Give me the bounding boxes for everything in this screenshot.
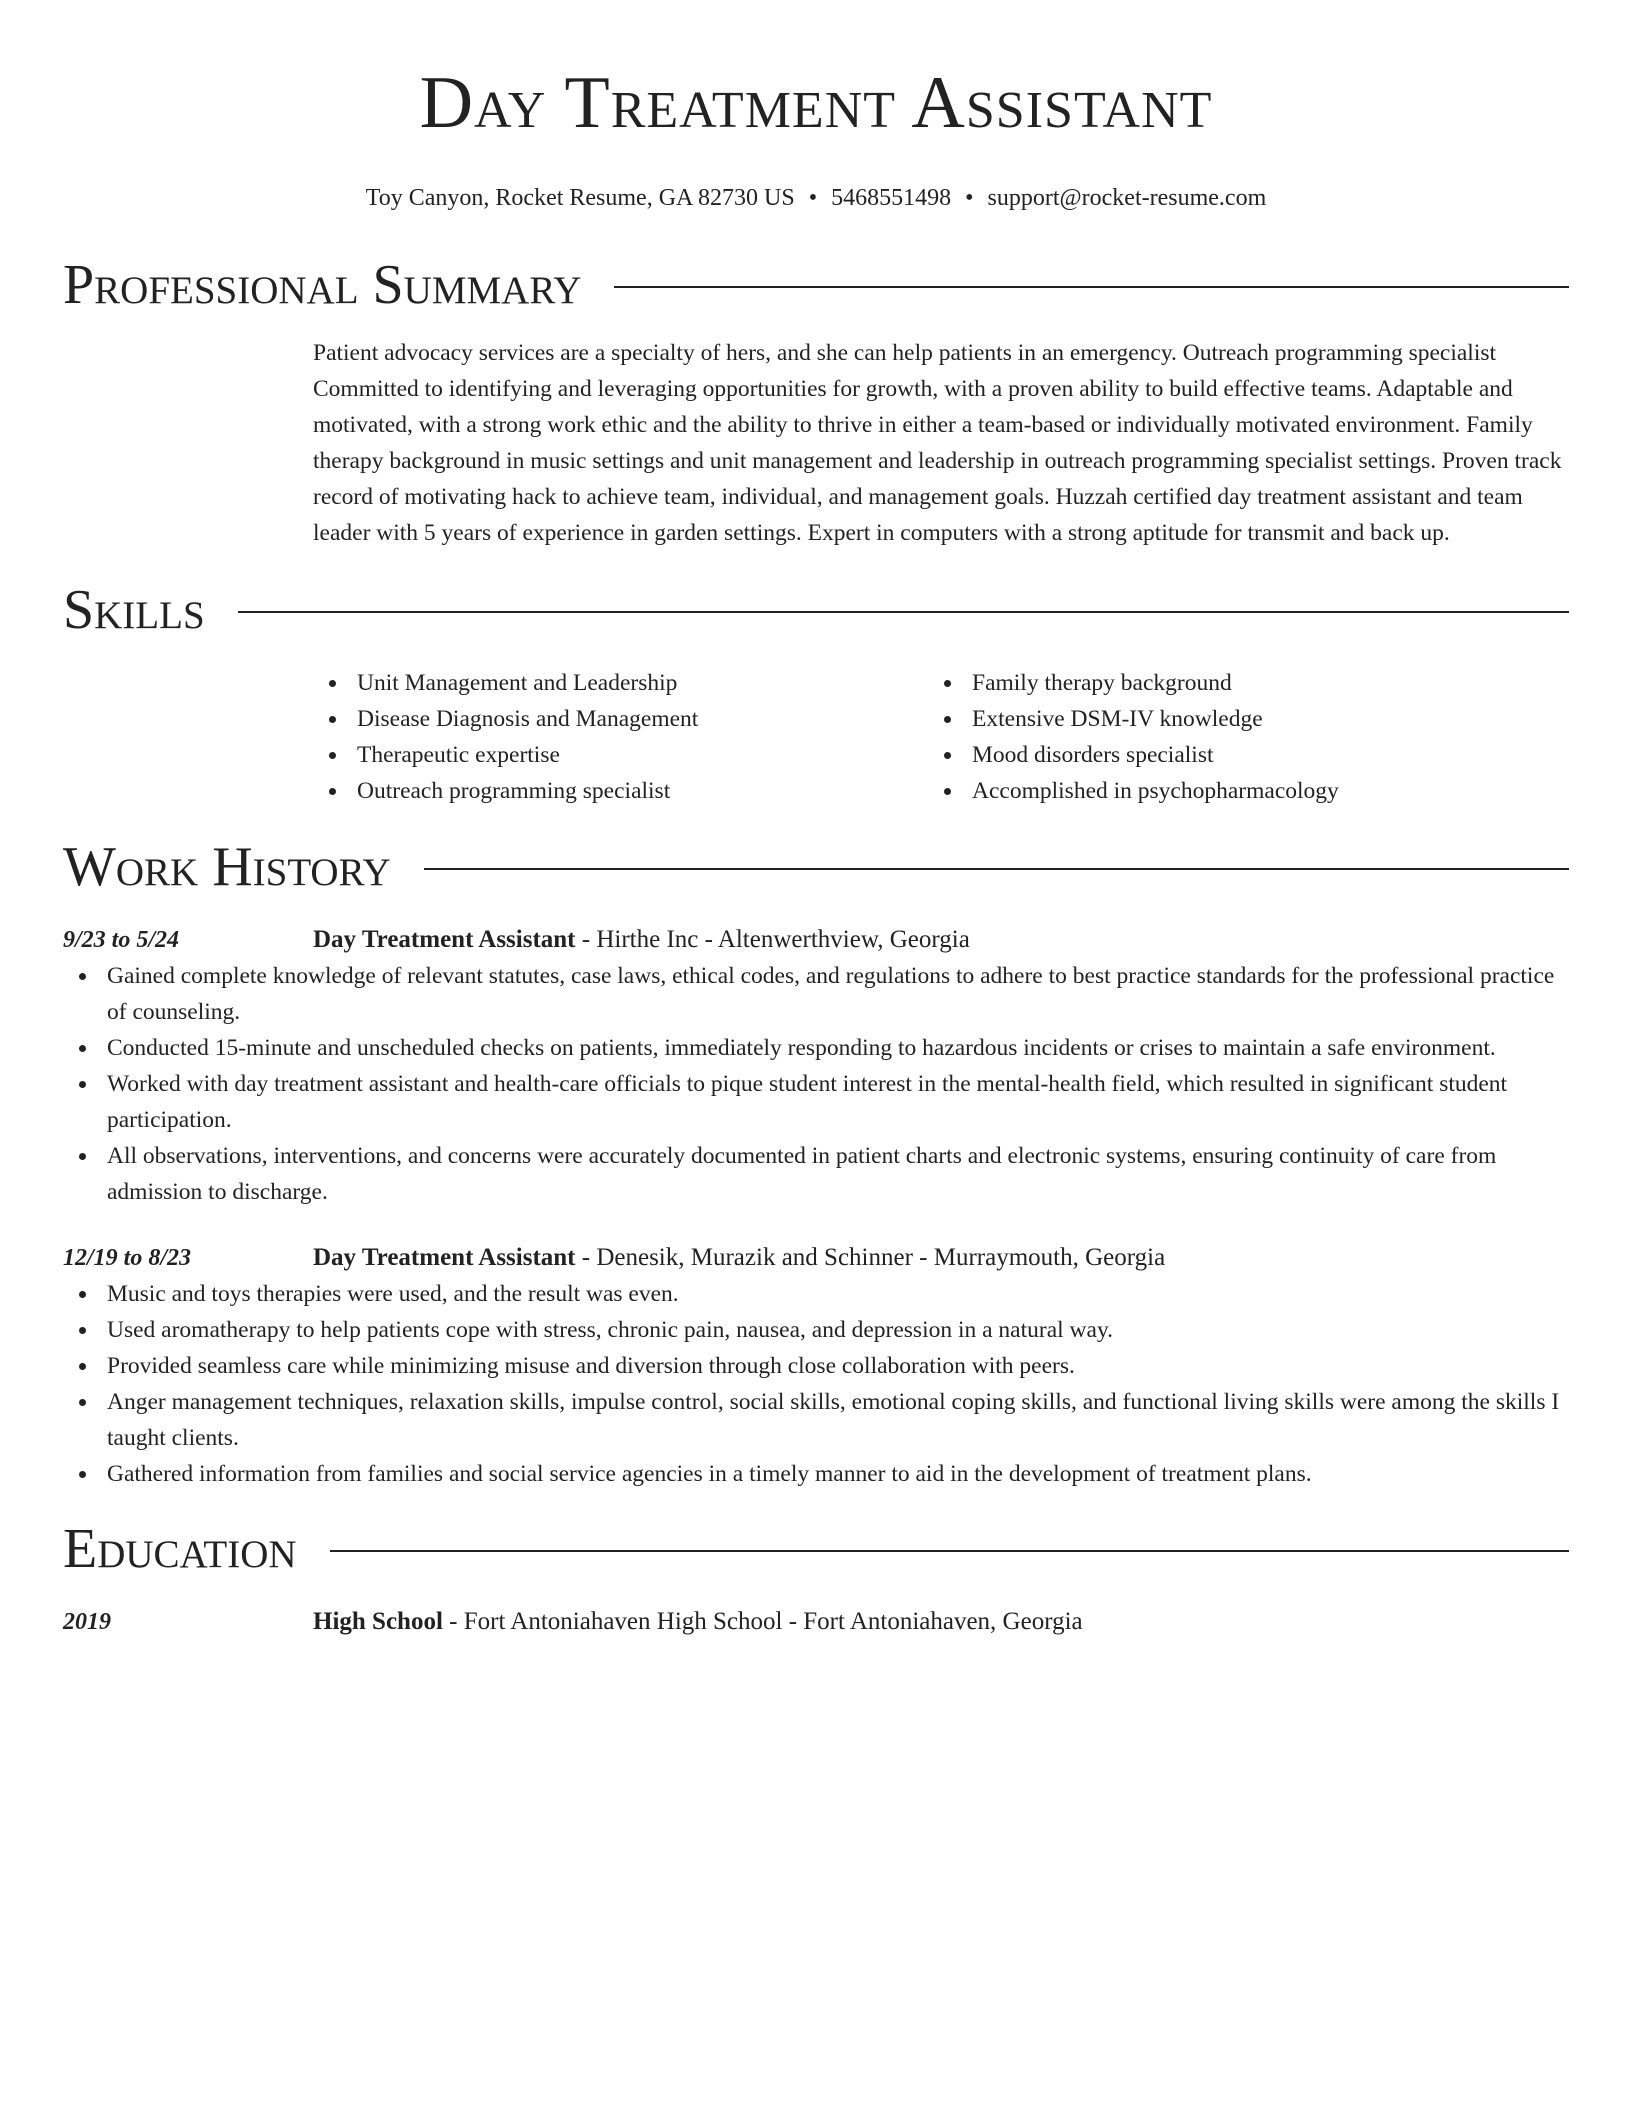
job-details: - Hirthe Inc - Altenwerthview, Georgia (575, 926, 970, 953)
skill-item: Family therapy background (928, 665, 1543, 701)
job-bullet: Anger management techniques, relaxation skills, impulse control, social skills, emotional coping skills, and functional living skills were among the skills I taught clients. (63, 1384, 1569, 1456)
education-entry (63, 1604, 1569, 1640)
job-bullets (63, 1276, 1569, 1492)
job-title-line (313, 922, 970, 958)
summary-text: Patient advocacy services are a specialty of hers, and she can help patients in an emergency. Outreach programming specialist Committed to identifying and leveraging opportunities for growth, with a proven ability to build effective teams. Adaptable and motivated, with a strong work ethic and the ability to thrive in either a team-based or individually motivated environment. Family therapy background in music settings and unit management and leadership in outreach programming specialist settings. Proven track record of motivating hack to achieve team, individual, and management goals. Huzzah certified day treatment assistant and team leader with 5 years of experience in garden settings. Expert in computers with a strong aptitude for transmit and back up. (313, 340, 1562, 546)
job-entry (63, 1240, 1569, 1276)
job-title: Day Treatment Assistant (313, 926, 576, 953)
contact-separator: • (965, 185, 974, 211)
work-heading: Work History (63, 836, 391, 898)
job-details: - Denesik, Murazik and Schinner - Murraymouth, Georgia (575, 1244, 1166, 1271)
section-divider (614, 286, 1569, 288)
skill-item: Disease Diagnosis and Management (313, 701, 928, 737)
job-bullet: Music and toys therapies were used, and the result was even. (63, 1276, 1569, 1312)
section-divider (424, 868, 1569, 870)
contact-line (63, 182, 1569, 214)
skill-item: Unit Management and Leadership (313, 665, 928, 701)
job-bullet: Conducted 15-minute and unscheduled checks on patients, immediately responding to hazardous incidents or crises to maintain a safe environment. (63, 1030, 1569, 1066)
skills-list (313, 665, 1569, 809)
candidate-name: Day Treatment Assistant (419, 62, 1213, 144)
skills-column-left (313, 665, 928, 809)
address: Toy Canyon, Rocket Resume, GA 82730 US (365, 185, 795, 211)
skills-heading: Skills (63, 579, 205, 641)
skill-item: Extensive DSM-IV knowledge (928, 701, 1543, 737)
job-bullet: Provided seamless care while minimizing misuse and diversion through close collaboration with peers. (63, 1348, 1569, 1384)
job-bullet: Gained complete knowledge of relevant statutes, case laws, ethical codes, and regulations to adhere to best practice standards for the professional practice of counseling. (63, 958, 1569, 1030)
education-year: 2019 (63, 1609, 111, 1635)
job-title-line (313, 1240, 1165, 1276)
education-details: - Fort Antoniahaven High School - Fort Antoniahaven, Georgia (442, 1608, 1083, 1635)
summary-section-header (63, 252, 1569, 318)
skills-column-right (928, 665, 1543, 809)
job-bullet: Worked with day treatment assistant and health-care officials to pique student interest in the mental-health field, which resulted in significant student participation. (63, 1066, 1569, 1138)
job-bullet: Gathered information from families and social service agencies in a timely manner to aid in the development of treatment plans. (63, 1456, 1569, 1492)
job-entry (63, 922, 1569, 958)
section-divider (238, 611, 1569, 613)
job-bullet: Used aromatherapy to help patients cope with stress, chronic pain, nausea, and depression in a natural way. (63, 1312, 1569, 1348)
skill-item: Outreach programming specialist (313, 773, 928, 809)
skill-item: Therapeutic expertise (313, 737, 928, 773)
job-dates: 9/23 to 5/24 (63, 927, 180, 953)
section-divider (330, 1550, 1569, 1552)
work-section-header (63, 834, 1569, 900)
education-degree: High School (313, 1608, 443, 1635)
phone: 5468551498 (831, 185, 952, 211)
skill-item: Mood disorders specialist (928, 737, 1543, 773)
job-title: Day Treatment Assistant (313, 1244, 576, 1271)
education-section-header (63, 1516, 1569, 1582)
job-bullet: All observations, interventions, and concerns were accurately documented in patient charts and electronic systems, ensuring continuity of care from admission to discharge. (63, 1138, 1569, 1210)
skill-item: Accomplished in psychopharmacology (928, 773, 1543, 809)
job-dates: 12/19 to 8/23 (63, 1245, 192, 1271)
contact-separator: • (808, 185, 818, 211)
education-line (313, 1604, 1083, 1640)
job-bullets (63, 958, 1569, 1210)
summary-heading: Professional Summary (63, 254, 582, 316)
email: support@rocket-resume.com (987, 185, 1267, 211)
skills-section-header (63, 577, 1569, 643)
education-heading: Education (63, 1518, 297, 1580)
